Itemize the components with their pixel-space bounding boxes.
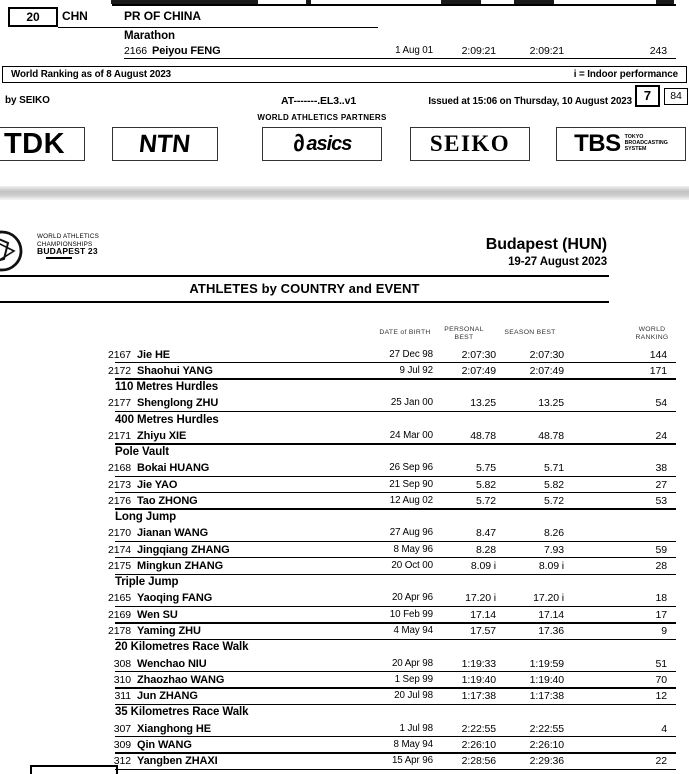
column-header-line: BEST xyxy=(454,333,474,341)
tbs-logo xyxy=(556,127,686,161)
athlete-bib: 2176 xyxy=(108,494,131,507)
indoor-note: i = Indoor performance xyxy=(573,69,678,80)
athlete-sb: 1:17:38 xyxy=(529,690,564,703)
athlete-wr: 24 xyxy=(655,429,667,442)
athlete-sb: 5.71 xyxy=(543,462,564,475)
athlete-name: Jianan WANG xyxy=(137,527,209,540)
athlete-wr: 17 xyxy=(655,608,667,621)
clipped-row-fragment xyxy=(111,0,258,4)
clipped-row-fragment xyxy=(306,0,311,4)
athlete-dob: 26 Sep 96 xyxy=(389,462,433,474)
athlete-bib: 2171 xyxy=(108,429,131,442)
total-pages: 84 xyxy=(670,90,682,102)
athlete-sb: 2:09:21 xyxy=(529,44,564,57)
athlete-row xyxy=(0,363,689,379)
header-rule xyxy=(0,275,609,277)
athlete-pb: 1:19:33 xyxy=(461,657,496,670)
athlete-pb: 5.82 xyxy=(475,478,496,491)
athlete-bib: 2172 xyxy=(108,364,131,377)
athlete-dob: 12 Aug 02 xyxy=(389,494,433,506)
tbs-logo-subtext xyxy=(625,135,668,152)
column-header-line: RANKING xyxy=(635,333,669,341)
logo-underline xyxy=(46,257,72,259)
athlete-wr: 22 xyxy=(655,755,667,768)
athlete-row xyxy=(0,526,689,542)
clipped-row-fragment xyxy=(514,0,554,4)
athlete-row xyxy=(0,428,689,444)
next-country-entry-box xyxy=(30,765,118,774)
athlete-wr: 28 xyxy=(655,559,667,572)
tbs-logo-text: TBS xyxy=(574,130,621,157)
athlete-sb: 13.25 xyxy=(538,397,564,410)
header-rule xyxy=(0,301,609,303)
athlete-wr: 38 xyxy=(655,462,667,475)
asics-logo xyxy=(262,127,382,161)
athlete-sb: 17.14 xyxy=(538,608,564,621)
athlete-pb: 5.75 xyxy=(475,462,496,475)
athlete-pb: 2:26:10 xyxy=(461,738,496,751)
athlete-row xyxy=(0,347,689,363)
athlete-wr: 53 xyxy=(655,494,667,507)
athlete-sb: 48.78 xyxy=(538,429,564,442)
event-header-row xyxy=(0,705,689,721)
ntn-logo xyxy=(112,127,218,161)
seiko-logo-text: SEIKO xyxy=(429,131,511,156)
athlete-row xyxy=(0,689,689,705)
athlete-dob: 15 Apr 96 xyxy=(391,755,433,767)
athlete-wr: 144 xyxy=(649,348,667,361)
event-name: Triple Jump xyxy=(115,576,179,589)
athlete-wr: 18 xyxy=(655,592,667,605)
column-header-line: PERSONAL xyxy=(444,326,484,333)
athlete-bib: 2173 xyxy=(108,478,131,491)
athlete-pb: 8.09 i xyxy=(470,559,496,572)
competition-location: Budapest (HUN) xyxy=(485,236,607,253)
athlete-wr: 27 xyxy=(655,478,667,491)
athlete-dob: 1 Sep 99 xyxy=(394,673,433,685)
event-name: 110 Metres Hurdles xyxy=(115,381,219,394)
athlete-bib: 2168 xyxy=(108,462,131,475)
athlete-dob: 20 Jul 98 xyxy=(394,690,433,702)
clipped-row-fragment xyxy=(656,0,674,4)
athlete-wr: 54 xyxy=(655,397,667,410)
column-header-line: WORLD xyxy=(638,326,666,333)
athlete-name: Yangben ZHAXI xyxy=(137,755,218,768)
athlete-pb: 8.28 xyxy=(475,543,496,556)
athlete-row xyxy=(0,542,689,558)
event-name: Marathon xyxy=(124,30,175,42)
athlete-dob: 27 Dec 98 xyxy=(389,348,433,360)
page-title: ATHLETES by COUNTRY and EVENT xyxy=(189,281,420,296)
athlete-pb: 17.57 xyxy=(470,625,496,638)
athlete-sb: 7.93 xyxy=(543,543,564,556)
athlete-name: Zhaozhao WANG xyxy=(137,673,225,686)
event-header-row xyxy=(0,445,689,461)
total-pages-box xyxy=(664,88,688,105)
athlete-bib: 2170 xyxy=(108,527,131,540)
athlete-sb: 5.82 xyxy=(543,478,564,491)
event-header-row xyxy=(0,575,689,591)
event-header-row xyxy=(0,510,689,526)
athlete-pb: 17.20 i xyxy=(465,592,496,605)
athlete-name: Shaohui YANG xyxy=(137,364,213,377)
athlete-row xyxy=(0,493,689,509)
athlete-bib: 309 xyxy=(113,738,131,751)
document-code: AT-------.EL3..v1 xyxy=(281,95,357,107)
athlete-bib: 2175 xyxy=(108,559,131,572)
athlete-pb: 1:17:38 xyxy=(461,690,496,703)
athlete-name: Zhiyu XIE xyxy=(137,429,187,442)
page-number: 7 xyxy=(643,88,652,103)
athlete-dob: 20 Apr 98 xyxy=(391,657,433,669)
row-underline xyxy=(115,769,676,770)
timing-credit: by SEIKO xyxy=(5,95,50,106)
athlete-bib: 2165 xyxy=(108,592,131,605)
world-ranking-note-bar xyxy=(2,66,687,83)
athlete-row xyxy=(0,607,689,623)
athlete-bib: 2167 xyxy=(108,348,131,361)
column-header-sb: SEASON BEST xyxy=(504,329,556,336)
column-header-dob: DATE of BIRTH xyxy=(379,329,431,336)
athlete-dob: 20 Apr 96 xyxy=(391,592,433,604)
athlete-sb: 1:19:40 xyxy=(529,673,564,686)
athlete-row xyxy=(0,396,689,412)
tbs-line: TOKYO xyxy=(624,134,644,141)
athlete-sb: 2:07:49 xyxy=(529,364,564,377)
athlete-bib: 2178 xyxy=(108,625,131,638)
athlete-wr: 59 xyxy=(655,543,667,556)
athlete-name: Yaming ZHU xyxy=(137,625,201,638)
row-underline xyxy=(124,58,676,59)
logo-line: WORLD ATHLETICS xyxy=(37,233,100,240)
athlete-row xyxy=(0,477,689,493)
athlete-wr: 171 xyxy=(649,364,667,377)
athlete-sb: 8.26 xyxy=(543,527,564,540)
athlete-sb: 2:22:55 xyxy=(529,722,564,735)
athlete-name: Peiyou FENG xyxy=(152,44,221,57)
event-name: 400 Metres Hurdles xyxy=(115,413,219,426)
athlete-bib: 308 xyxy=(113,657,131,670)
athlete-pb: 8.47 xyxy=(475,527,496,540)
athlete-name: Shenglong ZHU xyxy=(137,397,219,410)
event-header-row xyxy=(0,380,689,396)
logo-line: CHAMPIONSHIPS xyxy=(37,240,93,248)
clipped-row-fragment xyxy=(441,0,481,4)
athlete-name: Jun ZHANG xyxy=(137,690,198,703)
partners-title: WORLD ATHLETICS PARTNERS xyxy=(257,113,387,122)
athlete-name: Tao ZHONG xyxy=(137,494,198,507)
athlete-sb: 2:07:30 xyxy=(529,348,564,361)
logo-line: BUDAPEST 23 xyxy=(37,246,98,257)
athlete-bib: 307 xyxy=(113,722,131,735)
ntn-logo-text: NTN xyxy=(138,129,193,158)
seiko-logo xyxy=(410,127,530,161)
asics-logo-text: asics xyxy=(306,132,352,155)
athlete-sb: 2:26:10 xyxy=(529,738,564,751)
event-name: 20 Kilometres Race Walk xyxy=(115,641,249,654)
athlete-dob: 20 Oct 00 xyxy=(391,559,433,571)
athlete-row xyxy=(0,558,689,574)
athlete-dob: 8 May 96 xyxy=(393,543,433,555)
athlete-dob: 27 Aug 96 xyxy=(389,527,433,539)
tbs-line: BROADCASTING xyxy=(624,140,668,147)
athlete-row xyxy=(0,624,689,640)
column-header-wr xyxy=(616,326,688,342)
athlete-dob: 24 Mar 00 xyxy=(389,429,433,441)
athlete-dob: 4 May 94 xyxy=(393,625,433,637)
athlete-name: Jie HE xyxy=(137,348,171,361)
athlete-bib: 311 xyxy=(114,690,131,703)
athlete-sb: 17.36 xyxy=(538,625,564,638)
athlete-dob: 21 Sep 90 xyxy=(389,478,433,490)
country-entry-number: 20 xyxy=(26,10,40,24)
page-separator xyxy=(0,186,689,200)
athlete-row xyxy=(0,43,689,58)
athlete-sb: 2:29:36 xyxy=(529,755,564,768)
athlete-name: Bokai HUANG xyxy=(137,462,210,475)
athlete-bib: 312 xyxy=(113,755,131,768)
tbs-line: SYSTEM xyxy=(624,145,647,152)
country-name: PR OF CHINA xyxy=(124,9,201,23)
athlete-name: Jingqiang ZHANG xyxy=(137,543,230,556)
athlete-bib: 2177 xyxy=(108,397,131,410)
athlete-pb: 2:07:49 xyxy=(461,364,496,377)
athlete-sb: 8.09 i xyxy=(538,559,564,572)
athlete-wr: 9 xyxy=(661,625,667,638)
world-ranking-note: World Ranking as of 8 August 2023 xyxy=(11,69,172,80)
event-name: 35 Kilometres Race Walk xyxy=(115,706,249,719)
event-name: Long Jump xyxy=(115,511,177,524)
tdk-logo xyxy=(0,127,85,161)
page-number-box xyxy=(635,85,660,107)
country-code: CHN xyxy=(62,9,88,23)
country-underline xyxy=(58,27,378,29)
athlete-row xyxy=(0,737,689,753)
clipped-row-underline xyxy=(112,4,676,6)
athletes-table xyxy=(0,347,689,770)
athlete-bib: 2166 xyxy=(124,44,147,57)
athlete-bib: 2174 xyxy=(108,543,131,556)
athlete-dob: 9 Jul 92 xyxy=(399,364,433,376)
athlete-pb: 48.78 xyxy=(470,429,496,442)
competition-dates: 19-27 August 2023 xyxy=(508,256,607,268)
event-name: Pole Vault xyxy=(115,446,169,459)
athlete-pb: 1:19:40 xyxy=(461,673,496,686)
issued-timestamp: Issued at 15:06 on Thursday, 10 August 2023 xyxy=(428,96,632,107)
asics-swirl-icon: ∂ xyxy=(290,129,307,158)
athlete-bib: 2169 xyxy=(108,608,131,621)
athlete-dob: 10 Feb 99 xyxy=(389,608,433,620)
event-header-row xyxy=(0,412,689,428)
athlete-sb: 5.72 xyxy=(543,494,564,507)
athlete-row xyxy=(0,461,689,477)
wa-championships-logo-icon xyxy=(0,229,32,274)
athlete-wr: 243 xyxy=(649,44,667,57)
country-entry-number-box xyxy=(8,7,58,27)
athlete-sb: 1:19:59 xyxy=(529,657,564,670)
event-header-row xyxy=(0,640,689,656)
athlete-pb: 5.72 xyxy=(475,494,496,507)
athlete-bib: 310 xyxy=(113,673,131,686)
athlete-name: Jie YAO xyxy=(137,478,178,491)
athlete-pb: 2:07:30 xyxy=(461,348,496,361)
athlete-row xyxy=(0,721,689,737)
athlete-pb: 2:22:55 xyxy=(461,722,496,735)
athlete-name: Wenchao NIU xyxy=(137,657,207,670)
athlete-dob: 8 May 94 xyxy=(393,738,433,750)
athlete-name: Qin WANG xyxy=(137,738,192,751)
athlete-pb: 2:28:56 xyxy=(461,755,496,768)
athlete-dob: 1 Jul 98 xyxy=(399,722,433,734)
athlete-wr: 51 xyxy=(655,657,667,670)
athlete-name: Wen SU xyxy=(137,608,178,621)
tdk-logo-text: TDK xyxy=(3,127,66,160)
wa-championships-logo-text xyxy=(37,233,99,259)
athlete-pb: 13.25 xyxy=(470,397,496,410)
athlete-pb: 17.14 xyxy=(470,608,496,621)
athlete-name: Xianghong HE xyxy=(137,722,211,735)
athlete-sb: 17.20 i xyxy=(533,592,564,605)
athlete-row xyxy=(0,656,689,672)
athlete-dob: 1 Aug 01 xyxy=(395,44,433,56)
athlete-row xyxy=(0,591,689,607)
athlete-wr: 70 xyxy=(655,673,667,686)
athlete-row xyxy=(0,672,689,688)
athlete-wr: 4 xyxy=(661,722,667,735)
athlete-name: Yaoqing FANG xyxy=(137,592,213,605)
athlete-name: Mingkun ZHANG xyxy=(137,559,224,572)
athlete-dob: 25 Jan 00 xyxy=(390,397,433,409)
athlete-wr: 12 xyxy=(655,690,667,703)
athlete-pb: 2:09:21 xyxy=(461,44,496,57)
